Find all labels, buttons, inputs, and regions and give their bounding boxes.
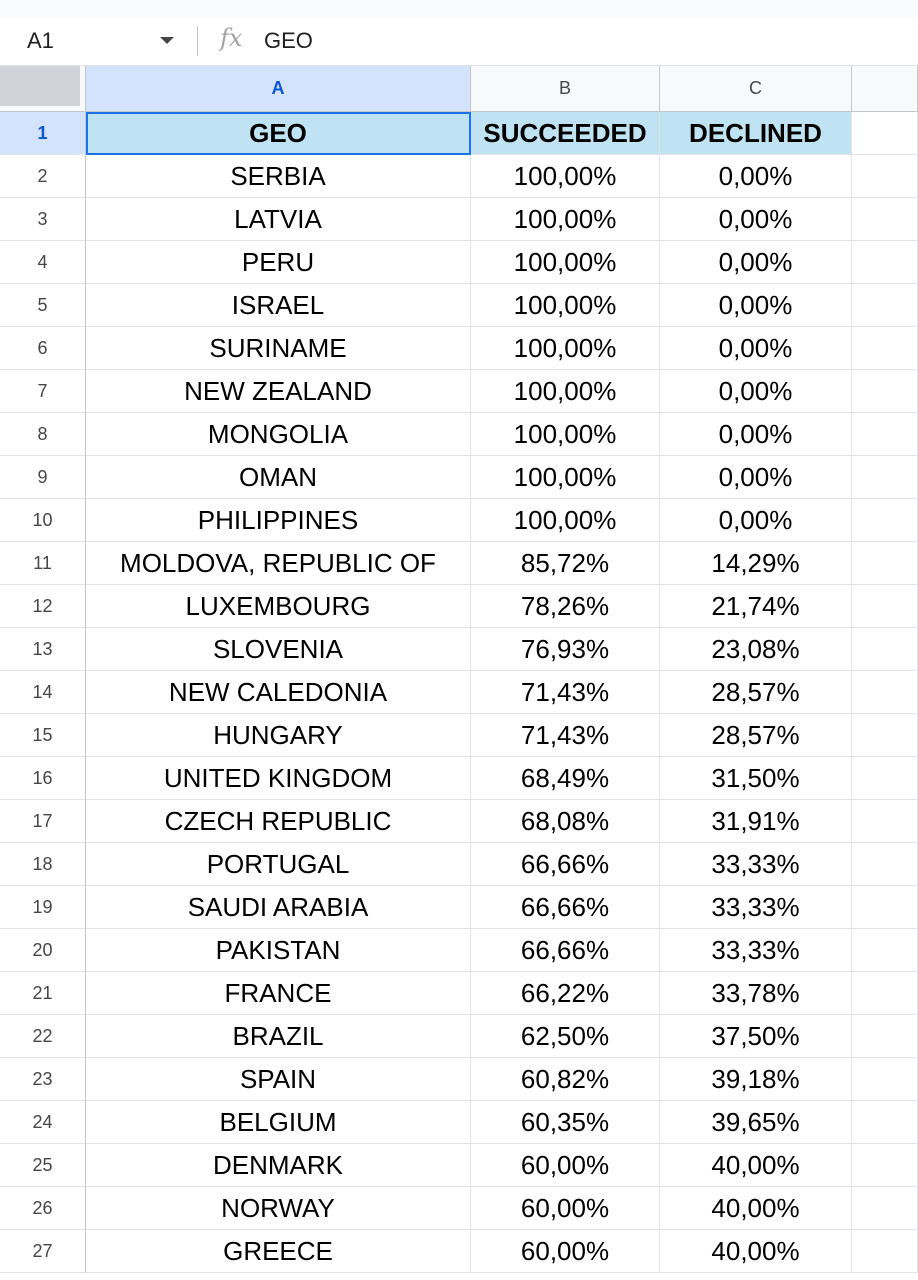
- row-number[interactable]: 24: [0, 1101, 86, 1144]
- succeeded-cell[interactable]: 100,00%: [471, 241, 660, 284]
- succeeded-cell[interactable]: 62,50%: [471, 1015, 660, 1058]
- row-number[interactable]: 3: [0, 198, 86, 241]
- succeeded-cell[interactable]: 85,72%: [471, 542, 660, 585]
- declined-cell[interactable]: 39,65%: [660, 1101, 852, 1144]
- name-box[interactable]: [0, 18, 190, 65]
- declined-cell[interactable]: 23,08%: [660, 628, 852, 671]
- declined-cell[interactable]: 21,74%: [660, 585, 852, 628]
- table-row: [0, 370, 918, 413]
- geo-cell[interactable]: OMAN: [86, 456, 471, 499]
- row-number[interactable]: 22: [0, 1015, 86, 1058]
- row-number[interactable]: 23: [0, 1058, 86, 1101]
- succeeded-cell[interactable]: 68,08%: [471, 800, 660, 843]
- declined-cell[interactable]: 0,00%: [660, 370, 852, 413]
- empty-cell[interactable]: [852, 413, 918, 456]
- geo-cell[interactable]: BRAZIL: [86, 1015, 471, 1058]
- column-header-d[interactable]: [852, 66, 918, 112]
- row-number[interactable]: 1: [0, 112, 86, 155]
- geo-cell[interactable]: NEW ZEALAND: [86, 370, 471, 413]
- geo-cell[interactable]: PHILIPPINES: [86, 499, 471, 542]
- table-row: [0, 1187, 918, 1230]
- column-header-b[interactable]: B: [471, 66, 660, 112]
- row-number[interactable]: 19: [0, 886, 86, 929]
- succeeded-cell[interactable]: 100,00%: [471, 198, 660, 241]
- geo-cell[interactable]: CZECH REPUBLIC: [86, 800, 471, 843]
- empty-cell[interactable]: [852, 327, 918, 370]
- column-header-c[interactable]: C: [660, 66, 852, 112]
- succeeded-cell[interactable]: 100,00%: [471, 456, 660, 499]
- declined-cell[interactable]: 39,18%: [660, 1058, 852, 1101]
- table-row: [0, 1144, 918, 1187]
- empty-cell[interactable]: [852, 155, 918, 198]
- table-row: [0, 542, 918, 585]
- empty-cell[interactable]: [852, 714, 918, 757]
- succeeded-cell[interactable]: 66,66%: [471, 886, 660, 929]
- table-row: [0, 628, 918, 671]
- declined-cell[interactable]: 37,50%: [660, 1015, 852, 1058]
- table-row: [0, 456, 918, 499]
- geo-cell[interactable]: LATVIA: [86, 198, 471, 241]
- geo-cell[interactable]: SLOVENIA: [86, 628, 471, 671]
- row-number[interactable]: 27: [0, 1230, 86, 1273]
- geo-cell[interactable]: PAKISTAN: [86, 929, 471, 972]
- declined-cell[interactable]: 0,00%: [660, 241, 852, 284]
- declined-cell[interactable]: 0,00%: [660, 198, 852, 241]
- succeeded-cell[interactable]: 66,66%: [471, 929, 660, 972]
- succeeded-cell[interactable]: 60,00%: [471, 1230, 660, 1273]
- empty-cell[interactable]: [852, 456, 918, 499]
- empty-cell[interactable]: [852, 198, 918, 241]
- row-number[interactable]: 11: [0, 542, 86, 585]
- table-row: [0, 585, 918, 628]
- row-number[interactable]: 15: [0, 714, 86, 757]
- empty-cell[interactable]: [852, 1015, 918, 1058]
- empty-cell[interactable]: [852, 972, 918, 1015]
- formula-bar-divider: [197, 26, 198, 56]
- geo-cell[interactable]: PORTUGAL: [86, 843, 471, 886]
- empty-cell[interactable]: [852, 1058, 918, 1101]
- declined-cell[interactable]: 0,00%: [660, 499, 852, 542]
- declined-cell[interactable]: 33,33%: [660, 886, 852, 929]
- table-row: [0, 327, 918, 370]
- succeeded-cell[interactable]: 60,35%: [471, 1101, 660, 1144]
- succeeded-cell[interactable]: 100,00%: [471, 370, 660, 413]
- table-row: [0, 499, 918, 542]
- declined-cell[interactable]: 0,00%: [660, 155, 852, 198]
- declined-cell[interactable]: 33,78%: [660, 972, 852, 1015]
- geo-cell[interactable]: MONGOLIA: [86, 413, 471, 456]
- row-number[interactable]: 25: [0, 1144, 86, 1187]
- empty-cell[interactable]: [852, 1101, 918, 1144]
- empty-cell[interactable]: [852, 585, 918, 628]
- empty-cell[interactable]: [852, 542, 918, 585]
- table-row: [0, 198, 918, 241]
- succeeded-cell[interactable]: 78,26%: [471, 585, 660, 628]
- geo-cell[interactable]: HUNGARY: [86, 714, 471, 757]
- empty-cell[interactable]: [852, 800, 918, 843]
- row-number[interactable]: 13: [0, 628, 86, 671]
- succeeded-cell[interactable]: 100,00%: [471, 284, 660, 327]
- empty-cell[interactable]: [852, 671, 918, 714]
- geo-cell[interactable]: SURINAME: [86, 327, 471, 370]
- geo-cell[interactable]: SAUDI ARABIA: [86, 886, 471, 929]
- table-row: [0, 155, 918, 198]
- row-number[interactable]: 9: [0, 456, 86, 499]
- formula-bar: [0, 18, 918, 66]
- declined-cell[interactable]: 0,00%: [660, 284, 852, 327]
- table-row: [0, 800, 918, 843]
- succeeded-cell[interactable]: 66,66%: [471, 843, 660, 886]
- succeeded-cell[interactable]: 100,00%: [471, 499, 660, 542]
- formula-input[interactable]: GEO: [264, 28, 313, 53]
- row-number[interactable]: 10: [0, 499, 86, 542]
- succeeded-cell[interactable]: 60,00%: [471, 1187, 660, 1230]
- table-row: [0, 886, 918, 929]
- empty-cell[interactable]: [852, 241, 918, 284]
- geo-cell[interactable]: NEW CALEDONIA: [86, 671, 471, 714]
- empty-cell[interactable]: [852, 628, 918, 671]
- geo-cell[interactable]: SPAIN: [86, 1058, 471, 1101]
- row-number[interactable]: 17: [0, 800, 86, 843]
- table-row: [0, 1058, 918, 1101]
- empty-cell[interactable]: [852, 1144, 918, 1187]
- declined-cell[interactable]: 40,00%: [660, 1230, 852, 1273]
- row-number[interactable]: 8: [0, 413, 86, 456]
- succeeded-cell[interactable]: 60,82%: [471, 1058, 660, 1101]
- corner-shade: [0, 66, 80, 106]
- table-row: [0, 972, 918, 1015]
- declined-cell[interactable]: 31,91%: [660, 800, 852, 843]
- declined-cell[interactable]: 14,29%: [660, 542, 852, 585]
- row-number[interactable]: 21: [0, 972, 86, 1015]
- empty-cell[interactable]: [852, 112, 918, 155]
- empty-cell[interactable]: [852, 1230, 918, 1273]
- top-strip: [0, 0, 918, 18]
- geo-cell[interactable]: MOLDOVA, REPUBLIC OF: [86, 542, 471, 585]
- geo-cell[interactable]: BELGIUM: [86, 1101, 471, 1144]
- geo-cell[interactable]: UNITED KINGDOM: [86, 757, 471, 800]
- succeeded-cell[interactable]: 71,43%: [471, 671, 660, 714]
- geo-cell[interactable]: ISRAEL: [86, 284, 471, 327]
- empty-cell[interactable]: [852, 929, 918, 972]
- row-number[interactable]: 4: [0, 241, 86, 284]
- table-row: [0, 241, 918, 284]
- empty-cell[interactable]: [852, 284, 918, 327]
- geo-cell[interactable]: FRANCE: [86, 972, 471, 1015]
- declined-cell[interactable]: 40,00%: [660, 1187, 852, 1230]
- column-header-a[interactable]: A: [86, 66, 471, 112]
- succeeded-cell[interactable]: 76,93%: [471, 628, 660, 671]
- table-row: [0, 413, 918, 456]
- geo-cell[interactable]: PERU: [86, 241, 471, 284]
- succeeded-cell[interactable]: 100,00%: [471, 413, 660, 456]
- fx-icon: fx: [220, 24, 243, 52]
- empty-cell[interactable]: [852, 757, 918, 800]
- empty-cell[interactable]: [852, 1187, 918, 1230]
- geo-cell[interactable]: LUXEMBOURG: [86, 585, 471, 628]
- row-number[interactable]: 14: [0, 671, 86, 714]
- succeeded-cell[interactable]: 68,49%: [471, 757, 660, 800]
- empty-cell[interactable]: [852, 370, 918, 413]
- header-cell-geo[interactable]: GEO: [86, 112, 471, 155]
- row-number[interactable]: 2: [0, 155, 86, 198]
- declined-cell[interactable]: 0,00%: [660, 413, 852, 456]
- succeeded-cell[interactable]: 71,43%: [471, 714, 660, 757]
- succeeded-cell[interactable]: 100,00%: [471, 155, 660, 198]
- succeeded-cell[interactable]: 100,00%: [471, 327, 660, 370]
- select-all-corner[interactable]: [0, 66, 86, 112]
- succeeded-cell[interactable]: 66,22%: [471, 972, 660, 1015]
- empty-cell[interactable]: [852, 499, 918, 542]
- row-number[interactable]: 18: [0, 843, 86, 886]
- table-row: [0, 929, 918, 972]
- declined-cell[interactable]: 33,33%: [660, 929, 852, 972]
- header-cell-declined[interactable]: DECLINED: [660, 112, 852, 155]
- table-row: [0, 1101, 918, 1144]
- header-cell-succeeded[interactable]: SUCCEEDED: [471, 112, 660, 155]
- declined-cell[interactable]: 0,00%: [660, 327, 852, 370]
- geo-cell[interactable]: SERBIA: [86, 155, 471, 198]
- declined-cell[interactable]: 28,57%: [660, 714, 852, 757]
- row-number[interactable]: 5: [0, 284, 86, 327]
- table-row: [0, 284, 918, 327]
- geo-cell[interactable]: DENMARK: [86, 1144, 471, 1187]
- table-row-header: [0, 112, 918, 155]
- row-number[interactable]: 6: [0, 327, 86, 370]
- table-row: [0, 1230, 918, 1273]
- row-number[interactable]: 26: [0, 1187, 86, 1230]
- declined-cell[interactable]: 40,00%: [660, 1144, 852, 1187]
- declined-cell[interactable]: 31,50%: [660, 757, 852, 800]
- table-row: [0, 671, 918, 714]
- table-row: [0, 757, 918, 800]
- declined-cell[interactable]: 33,33%: [660, 843, 852, 886]
- row-number[interactable]: 20: [0, 929, 86, 972]
- declined-cell[interactable]: 0,00%: [660, 456, 852, 499]
- name-box-value: A1: [27, 28, 54, 53]
- geo-cell[interactable]: GREECE: [86, 1230, 471, 1273]
- succeeded-cell[interactable]: 60,00%: [471, 1144, 660, 1187]
- row-number[interactable]: 7: [0, 370, 86, 413]
- table-row: [0, 714, 918, 757]
- name-box-dropdown-icon[interactable]: [160, 37, 174, 44]
- table-row: [0, 843, 918, 886]
- table-row: [0, 1015, 918, 1058]
- empty-cell[interactable]: [852, 886, 918, 929]
- declined-cell[interactable]: 28,57%: [660, 671, 852, 714]
- row-number[interactable]: 12: [0, 585, 86, 628]
- empty-cell[interactable]: [852, 843, 918, 886]
- row-number[interactable]: 16: [0, 757, 86, 800]
- geo-cell[interactable]: NORWAY: [86, 1187, 471, 1230]
